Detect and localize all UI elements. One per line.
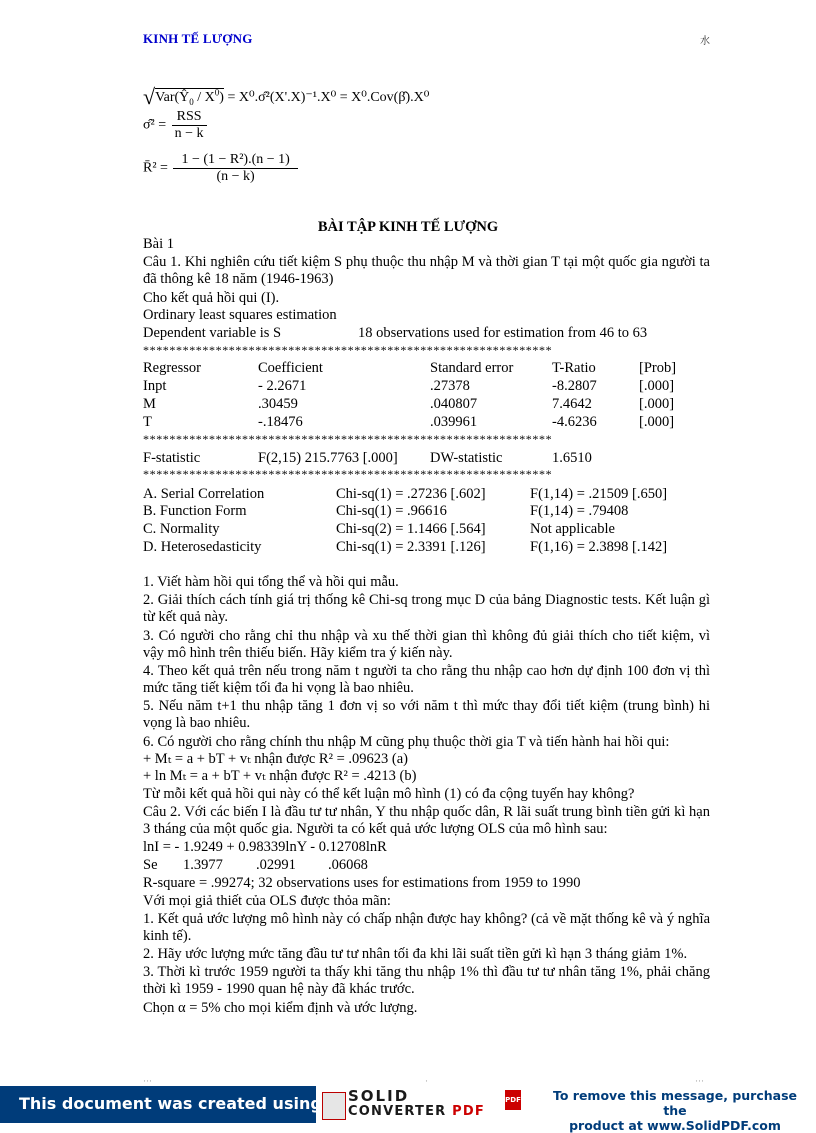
cau2-text: Câu 2. Với các biến I là đầu tư tư nhân, Y thu nhập quốc dân, R lãi suất trung bình tiền gửi kì hạn 3 tháng của một quốc gia. Người ta có kết quả ước lượng OLS của mô hình sau: xyxy=(143,804,710,837)
cell: .27378 xyxy=(430,378,470,394)
se-value: .02991 xyxy=(256,857,296,873)
cell: -8.2807 xyxy=(552,378,597,394)
cau2-part-1: 1. Kết quả ước lượng mô hình này có chấp nhận được hay không? (cả về mặt thống kê và ý nghĩa kinh tế). xyxy=(143,911,710,944)
col-t-ratio: T-Ratio xyxy=(552,360,596,376)
footer-dots-left: ··· xyxy=(143,1076,152,1086)
footer-dots-right: ··· xyxy=(695,1076,704,1086)
cell: F(1,16) = 2.3898 [.142] xyxy=(530,539,668,555)
col-std-error: Standard error xyxy=(430,360,514,376)
question-3: 3. Có người cho rằng chỉ thu nhập và xu thế thời gian thì không đủ giải thích cho tiết kiệm, vì vậy mô hình trên thiếu biến. Hãy kiểm tra ý kiến này. xyxy=(143,628,710,661)
given-text: Cho kết quả hồi qui (I). xyxy=(143,290,280,306)
cell: .30459 xyxy=(258,396,298,412)
dependent-variable: Dependent variable is S xyxy=(143,325,282,341)
regression-b: + ln Mₜ = a + bT + vₜ nhận được R² = .4213 (b) xyxy=(143,768,417,784)
bai-label: Bài 1 xyxy=(143,236,175,252)
page-header-title: KINH TẾ LƯỢNG xyxy=(143,31,253,46)
question-4: 4. Theo kết quả trên nếu trong năm t người ta cho rằng thu nhập cao hơn dự định 100 đơn vị thì mức tăng tiết kiệm tối đa hi vọng là bao nhiêu. xyxy=(143,663,710,696)
cell: .040807 xyxy=(430,396,478,412)
cau2-equation: lnI = - 1.9249 + 0.98339lnY - 0.12708lnR xyxy=(143,839,387,855)
banner-left-block xyxy=(0,1086,322,1123)
cell: Inpt xyxy=(143,378,167,394)
logo-solid-text: SOLID xyxy=(348,1087,410,1105)
f-statistic-value: F(2,15) 215.7763 [.000] xyxy=(258,450,398,466)
banner-right-text[interactable] xyxy=(540,1088,810,1133)
formula-variance: $√Var(Ŷ_0 / X^0)$ = X⁰.σ̂²(X'.X)⁻¹.X⁰ = X⁰.Cov(β̂).X⁰ xyxy=(143,84,430,109)
cell: T xyxy=(143,414,152,430)
cell: .039961 xyxy=(430,414,478,430)
cell: -.18476 xyxy=(258,414,303,430)
cell: -4.6236 xyxy=(552,414,597,430)
logo-icon xyxy=(322,1092,346,1120)
cell: Chi-sq(2) = 1.1466 [.564] xyxy=(336,521,486,537)
cau2-part-2: 2. Hãy ước lượng mức tăng đầu tư tư nhân tối đa khi lãi suất tiền gửi kì hạn 3 tháng giảm 1%. xyxy=(143,946,688,962)
cell: [.000] xyxy=(639,378,675,394)
stars-divider-2: ************************************************************** xyxy=(143,432,553,446)
se-value: 1.3977 xyxy=(183,857,223,873)
solidpdf-banner xyxy=(0,1086,816,1133)
cell: C. Normality xyxy=(143,521,220,537)
formula-adjusted-r2: R̄² = $\frac{\text{1 − (1 − R²).(n − 1)}}{(n - k)}$ xyxy=(143,152,300,185)
regression-a: + Mₜ = a + bT + vₜ nhận được R² = .09623 (a) xyxy=(143,751,408,767)
banner-right-line2: product at www.SolidPDF.com xyxy=(569,1118,781,1133)
cell: B. Function Form xyxy=(143,503,247,519)
stars-divider-1: ************************************************************** xyxy=(143,343,553,357)
col-regressor: Regressor xyxy=(143,360,201,376)
logo-converter-text: CONVERTER PDF xyxy=(348,1104,485,1119)
col-prob: [Prob] xyxy=(639,360,677,376)
question-6-end: Từ mỗi kết quả hồi qui này có thể kết luận mô hình (1) có đa cộng tuyến hay không? xyxy=(143,786,635,802)
cell: F(1,14) = .79408 xyxy=(530,503,629,519)
col-coefficient: Coefficient xyxy=(258,360,323,376)
cell: [.000] xyxy=(639,396,675,412)
cell: [.000] xyxy=(639,414,675,430)
cell: Chi-sq(1) = 2.3391 [.126] xyxy=(336,539,486,555)
cau2-part-3: 3. Thời kì trước 1959 người ta thấy khi tăng thu nhập 1% thì đầu tư tư nhân tăng 1%, phải chăng thời kì 1959 - 1990 quan hệ này đã khác trước. xyxy=(143,964,710,997)
header-mark: 水 xyxy=(700,36,710,47)
question-2: 2. Giải thích cách tính giá trị thống kê Chi-sq trong mục D của bảng Diagnostic tests. Kết luận gì từ kết quả này. xyxy=(143,592,710,625)
question-1: 1. Viết hàm hồi qui tổng thể và hồi qui mẫu. xyxy=(143,574,399,590)
dw-statistic-label: DW-statistic xyxy=(430,450,503,466)
banner-right-line1: To remove this message, purchase the xyxy=(552,1088,797,1118)
ols-text: Ordinary least squares estimation xyxy=(143,307,337,323)
se-label: Se xyxy=(143,857,158,873)
rsquare-text: R-square = .99274; 32 observations uses for estimations from 1959 to 1990 xyxy=(143,875,581,891)
cell: M xyxy=(143,396,156,412)
stars-divider-3: ************************************************************** xyxy=(143,467,553,481)
observations: 18 observations used for estimation from 46 to 63 xyxy=(358,325,648,341)
cell: Chi-sq(1) = .27236 [.602] xyxy=(336,486,486,502)
cau1-text: Câu 1. Khi nghiên cứu tiết kiệm S phụ thuộc thu nhập M và thời gian T tại một quốc gia người ta đã thông kê 18 năm (1946-1963) xyxy=(143,254,710,287)
cell: 7.4642 xyxy=(552,396,592,412)
cell: F(1,14) = .21509 [.650] xyxy=(530,486,668,502)
cell: - 2.2671 xyxy=(258,378,307,394)
assumption-text: Với mọi giả thiết của OLS được thỏa mãn: xyxy=(143,893,391,909)
f-statistic-label: F-statistic xyxy=(143,450,201,466)
dw-statistic-value: 1.6510 xyxy=(552,450,592,466)
question-6: 6. Có người cho rằng chính thu nhập M cũng phụ thuộc thời gia T và tiến hành hai hồi qui: xyxy=(143,734,670,750)
pdf-file-icon: PDF xyxy=(505,1090,521,1110)
cell: D. Heterosedasticity xyxy=(143,539,262,555)
footer-dots-mid: · xyxy=(425,1076,428,1086)
cell: A. Serial Correlation xyxy=(143,486,265,502)
solid-converter-logo[interactable] xyxy=(318,1088,523,1121)
banner-left-text: This document was created using xyxy=(19,1094,322,1113)
page-title: BÀI TẬP KINH TẾ LƯỢNG xyxy=(317,219,499,235)
se-value: .06068 xyxy=(328,857,368,873)
formula-sigma: σ̂² = $\frac{\text{RSS}}{n - k}$ xyxy=(143,109,209,142)
question-5: 5. Nếu năm t+1 thu nhập tăng 1 đơn vị so với năm t thì mức thay đổi tiết kiệm (trung bình) hi vọng là bao nhiêu. xyxy=(143,698,710,731)
cell: Not applicable xyxy=(530,521,615,537)
cell: Chi-sq(1) = .96616 xyxy=(336,503,447,519)
logo-pdf-text: PDF xyxy=(452,1104,485,1119)
alpha-text: Chọn α = 5% cho mọi kiểm định và ước lượng. xyxy=(143,1000,418,1016)
